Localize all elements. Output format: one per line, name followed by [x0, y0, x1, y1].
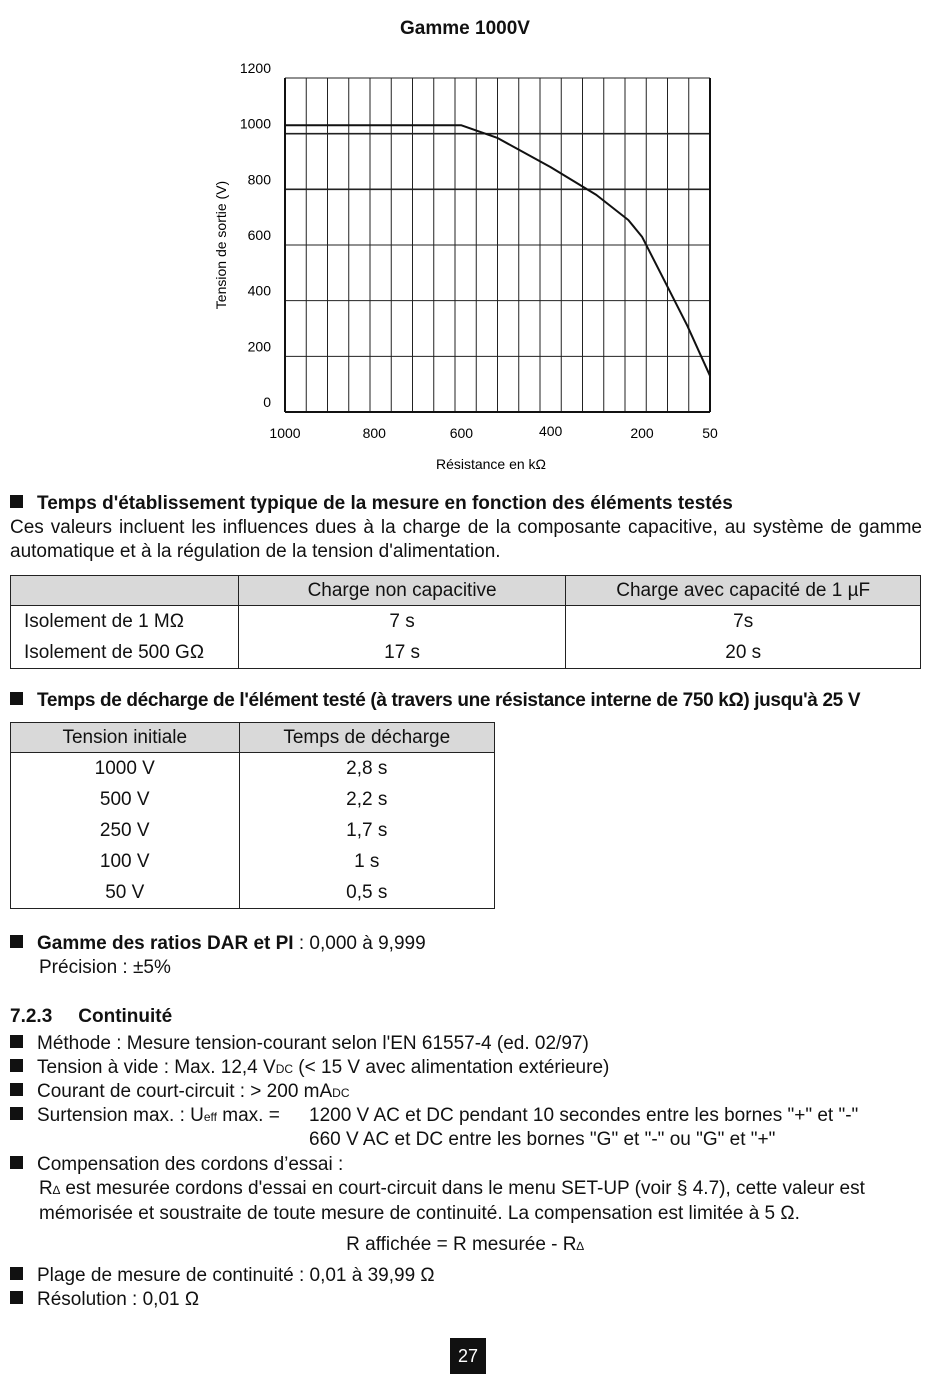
- table-header-cell: [11, 576, 239, 606]
- table-header-cell: Temps de décharge: [239, 723, 494, 753]
- y-tick-label: 600: [247, 227, 271, 243]
- continuity-heading: 7.2.3 Continuité: [10, 1006, 173, 1027]
- y-tick-label: 0: [263, 394, 271, 410]
- bullet-square-icon: [10, 1291, 23, 1304]
- table-cell: 250 V: [11, 815, 240, 846]
- x-tick-label: 200: [630, 425, 654, 441]
- bullet-square-icon: [10, 1107, 23, 1120]
- table-cell: Isolement de 500 GΩ: [11, 637, 239, 669]
- continuity-method: Méthode : Mesure tension-courant selon l'EN 61557-4 (ed. 02/97): [10, 1032, 589, 1056]
- continuity-short-current: Courant de court-circuit : > 200 mADC: [10, 1080, 350, 1105]
- bullet-square-icon: [10, 692, 23, 705]
- table-cell: 2,8 s: [239, 753, 494, 785]
- table-row: [11, 815, 495, 846]
- table-cell: 7s: [566, 606, 921, 638]
- section1-paragraph: Ces valeurs incluent les influences dues à la charge de la composante capacitive, au système de gamme automatique et à la régulation de la tension d'alimentation.: [10, 517, 922, 562]
- chart-x-label: Résistance en kΩ: [435, 456, 547, 472]
- compensation-heading: Compensation des cordons d’essai :: [10, 1153, 343, 1177]
- voltage-resistance-chart: [195, 55, 735, 485]
- section1-heading: Temps d'établissement typique de la mesure en fonction des éléments testés: [10, 492, 925, 516]
- dar-pi-range: Gamme des ratios DAR et PI : 0,000 à 9,999: [10, 932, 426, 956]
- table-cell: 17 s: [238, 637, 566, 669]
- bullet-square-icon: [10, 935, 23, 948]
- table-row: [11, 846, 495, 877]
- table-cell: 500 V: [11, 784, 240, 815]
- x-tick-label: 600: [449, 425, 474, 441]
- x-tick-label: 1000: [269, 425, 301, 441]
- table-header-cell: Charge avec capacité de 1 µF: [566, 576, 921, 606]
- table-header-row: [11, 723, 495, 753]
- continuity-overvoltage: Surtension max. : Ueff max. =: [10, 1104, 280, 1129]
- discharge-time-table: [10, 722, 495, 909]
- x-tick-label: 50: [702, 425, 718, 441]
- table-cell: 7 s: [238, 606, 566, 638]
- y-tick-label: 1000: [239, 115, 271, 132]
- settling-time-table: [10, 575, 921, 669]
- table-cell: 0,5 s: [239, 877, 494, 909]
- table-row: [11, 753, 495, 785]
- y-tick-label: 400: [247, 282, 271, 299]
- bullet-square-icon: [10, 1059, 23, 1072]
- compensation-formula: R affichée = R mesurée - R∆: [346, 1234, 584, 1255]
- y-tick-label: 800: [247, 171, 271, 188]
- table-cell: 1,7 s: [239, 815, 494, 846]
- continuity-open-voltage: Tension à vide : Max. 12,4 VDC (< 15 V avec alimentation extérieure): [10, 1056, 609, 1081]
- table-row: [11, 637, 921, 669]
- table-cell: 1 s: [239, 846, 494, 877]
- compensation-text: R∆ est mesurée cordons d'essai en court-circuit dans le menu SET-UP (voir § 4.7), cette valeur est mémorisée et soustraite de toute mesure de continuité. La compensation est limitée à 5 Ω.: [39, 1178, 865, 1224]
- table-cell: 2,2 s: [239, 784, 494, 815]
- continuity-resolution: Résolution : 0,01 Ω: [10, 1288, 199, 1312]
- section2-heading: Temps de décharge de l'élément testé (à travers une résistance interne de 750 kΩ) jusqu'à 25 V: [10, 689, 940, 713]
- table-row: [11, 784, 495, 815]
- table-cell: 50 V: [11, 877, 240, 909]
- table-row: [11, 877, 495, 909]
- bullet-square-icon: [10, 495, 23, 508]
- table-cell: 100 V: [11, 846, 240, 877]
- overvoltage-line2: 660 V AC et DC entre les bornes "G" et "-" ou "G" et "+": [309, 1129, 776, 1150]
- bullet-square-icon: [10, 1156, 23, 1169]
- y-tick-label: 200: [247, 338, 271, 355]
- dar-pi-precision: Précision : ±5%: [39, 957, 171, 978]
- overvoltage-line1: 1200 V AC et DC pendant 10 secondes entre les bornes "+" et "-": [309, 1105, 859, 1126]
- table-row: [11, 606, 921, 638]
- table-header-row: [11, 576, 921, 606]
- table-cell: 1000 V: [11, 753, 240, 785]
- page-number: 27: [450, 1338, 486, 1374]
- continuity-range: Plage de mesure de continuité : 0,01 à 39,99 Ω: [10, 1264, 435, 1288]
- table-cell: 20 s: [566, 637, 921, 669]
- x-tick-label: 800: [362, 425, 386, 441]
- chart-title: Gamme 1000V: [400, 18, 530, 39]
- y-tick-label: 1200: [239, 60, 271, 76]
- bullet-square-icon: [10, 1267, 23, 1280]
- bullet-square-icon: [10, 1083, 23, 1096]
- chart-y-label: Tension de sortie (V): [213, 180, 229, 310]
- table-header-cell: Tension initiale: [11, 723, 240, 753]
- table-cell: Isolement de 1 MΩ: [11, 606, 239, 638]
- x-tick-label: 400: [538, 423, 563, 439]
- table-header-cell: Charge non capacitive: [238, 576, 566, 606]
- bullet-square-icon: [10, 1035, 23, 1048]
